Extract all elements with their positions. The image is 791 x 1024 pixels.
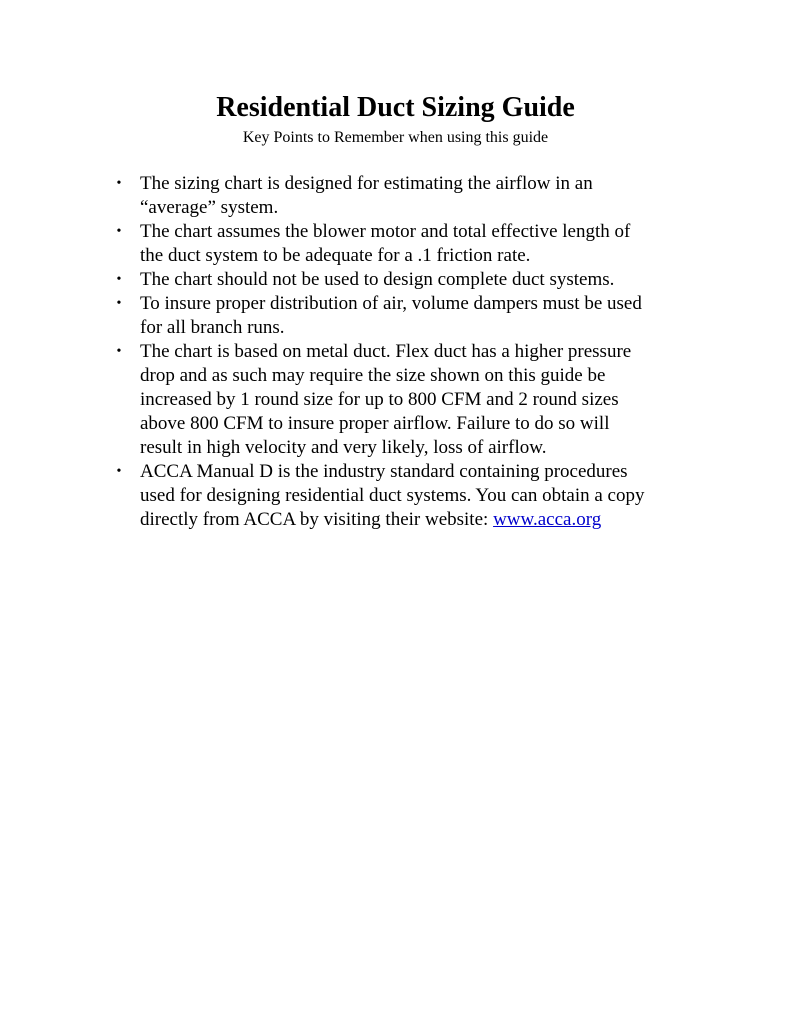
list-item-text: The chart should not be used to design complete duct systems. [140, 269, 615, 290]
bullet-icon: • [116, 224, 122, 239]
page-title: Residential Duct Sizing Guide [216, 92, 575, 123]
list-item [113, 268, 703, 292]
list-item [113, 172, 703, 220]
bullet-icon: • [116, 464, 122, 479]
list-item-text: the duct system to be adequate for a .1 friction rate. [140, 245, 531, 266]
bullet-icon: • [116, 176, 122, 191]
list-item-text: result in high velocity and very likely, loss of airflow. [140, 437, 547, 458]
list-item-text: above 800 CFM to insure proper airflow. Failure to do so will [140, 413, 610, 434]
list-item-text: The chart assumes the blower motor and total effective length of [140, 221, 631, 242]
list-item-text: ACCA Manual D is the industry standard containing procedures [140, 461, 628, 482]
list-item [113, 220, 703, 268]
list-item-text: “average” system. [140, 197, 279, 218]
list-item-text: directly from ACCA by visiting their website: [140, 509, 494, 530]
page-subtitle: Key Points to Remember when using this guide [242, 129, 549, 146]
list-item-text: To insure proper distribution of air, volume dampers must be used [140, 293, 642, 314]
list-item [113, 340, 703, 460]
bullet-icon: • [116, 296, 122, 311]
bullet-icon: • [116, 272, 122, 287]
key-points-list [113, 172, 703, 532]
list-item-text: used for designing residential duct systems. You can obtain a copy [140, 485, 645, 506]
list-item [113, 460, 703, 532]
bullet-icon: • [116, 344, 122, 359]
list-item-text: The sizing chart is designed for estimating the airflow in an [140, 173, 593, 194]
list-item-text: The chart is based on metal duct. Flex duct has a higher pressure [140, 341, 632, 362]
list-item-text: increased by 1 round size for up to 800 CFM and 2 round sizes [140, 389, 619, 410]
list-item-text: drop and as such may require the size shown on this guide be [140, 365, 606, 386]
list-item [113, 292, 703, 340]
list-item-text: for all branch runs. [140, 317, 285, 338]
acca-website-link[interactable]: www.acca.org [493, 509, 602, 530]
